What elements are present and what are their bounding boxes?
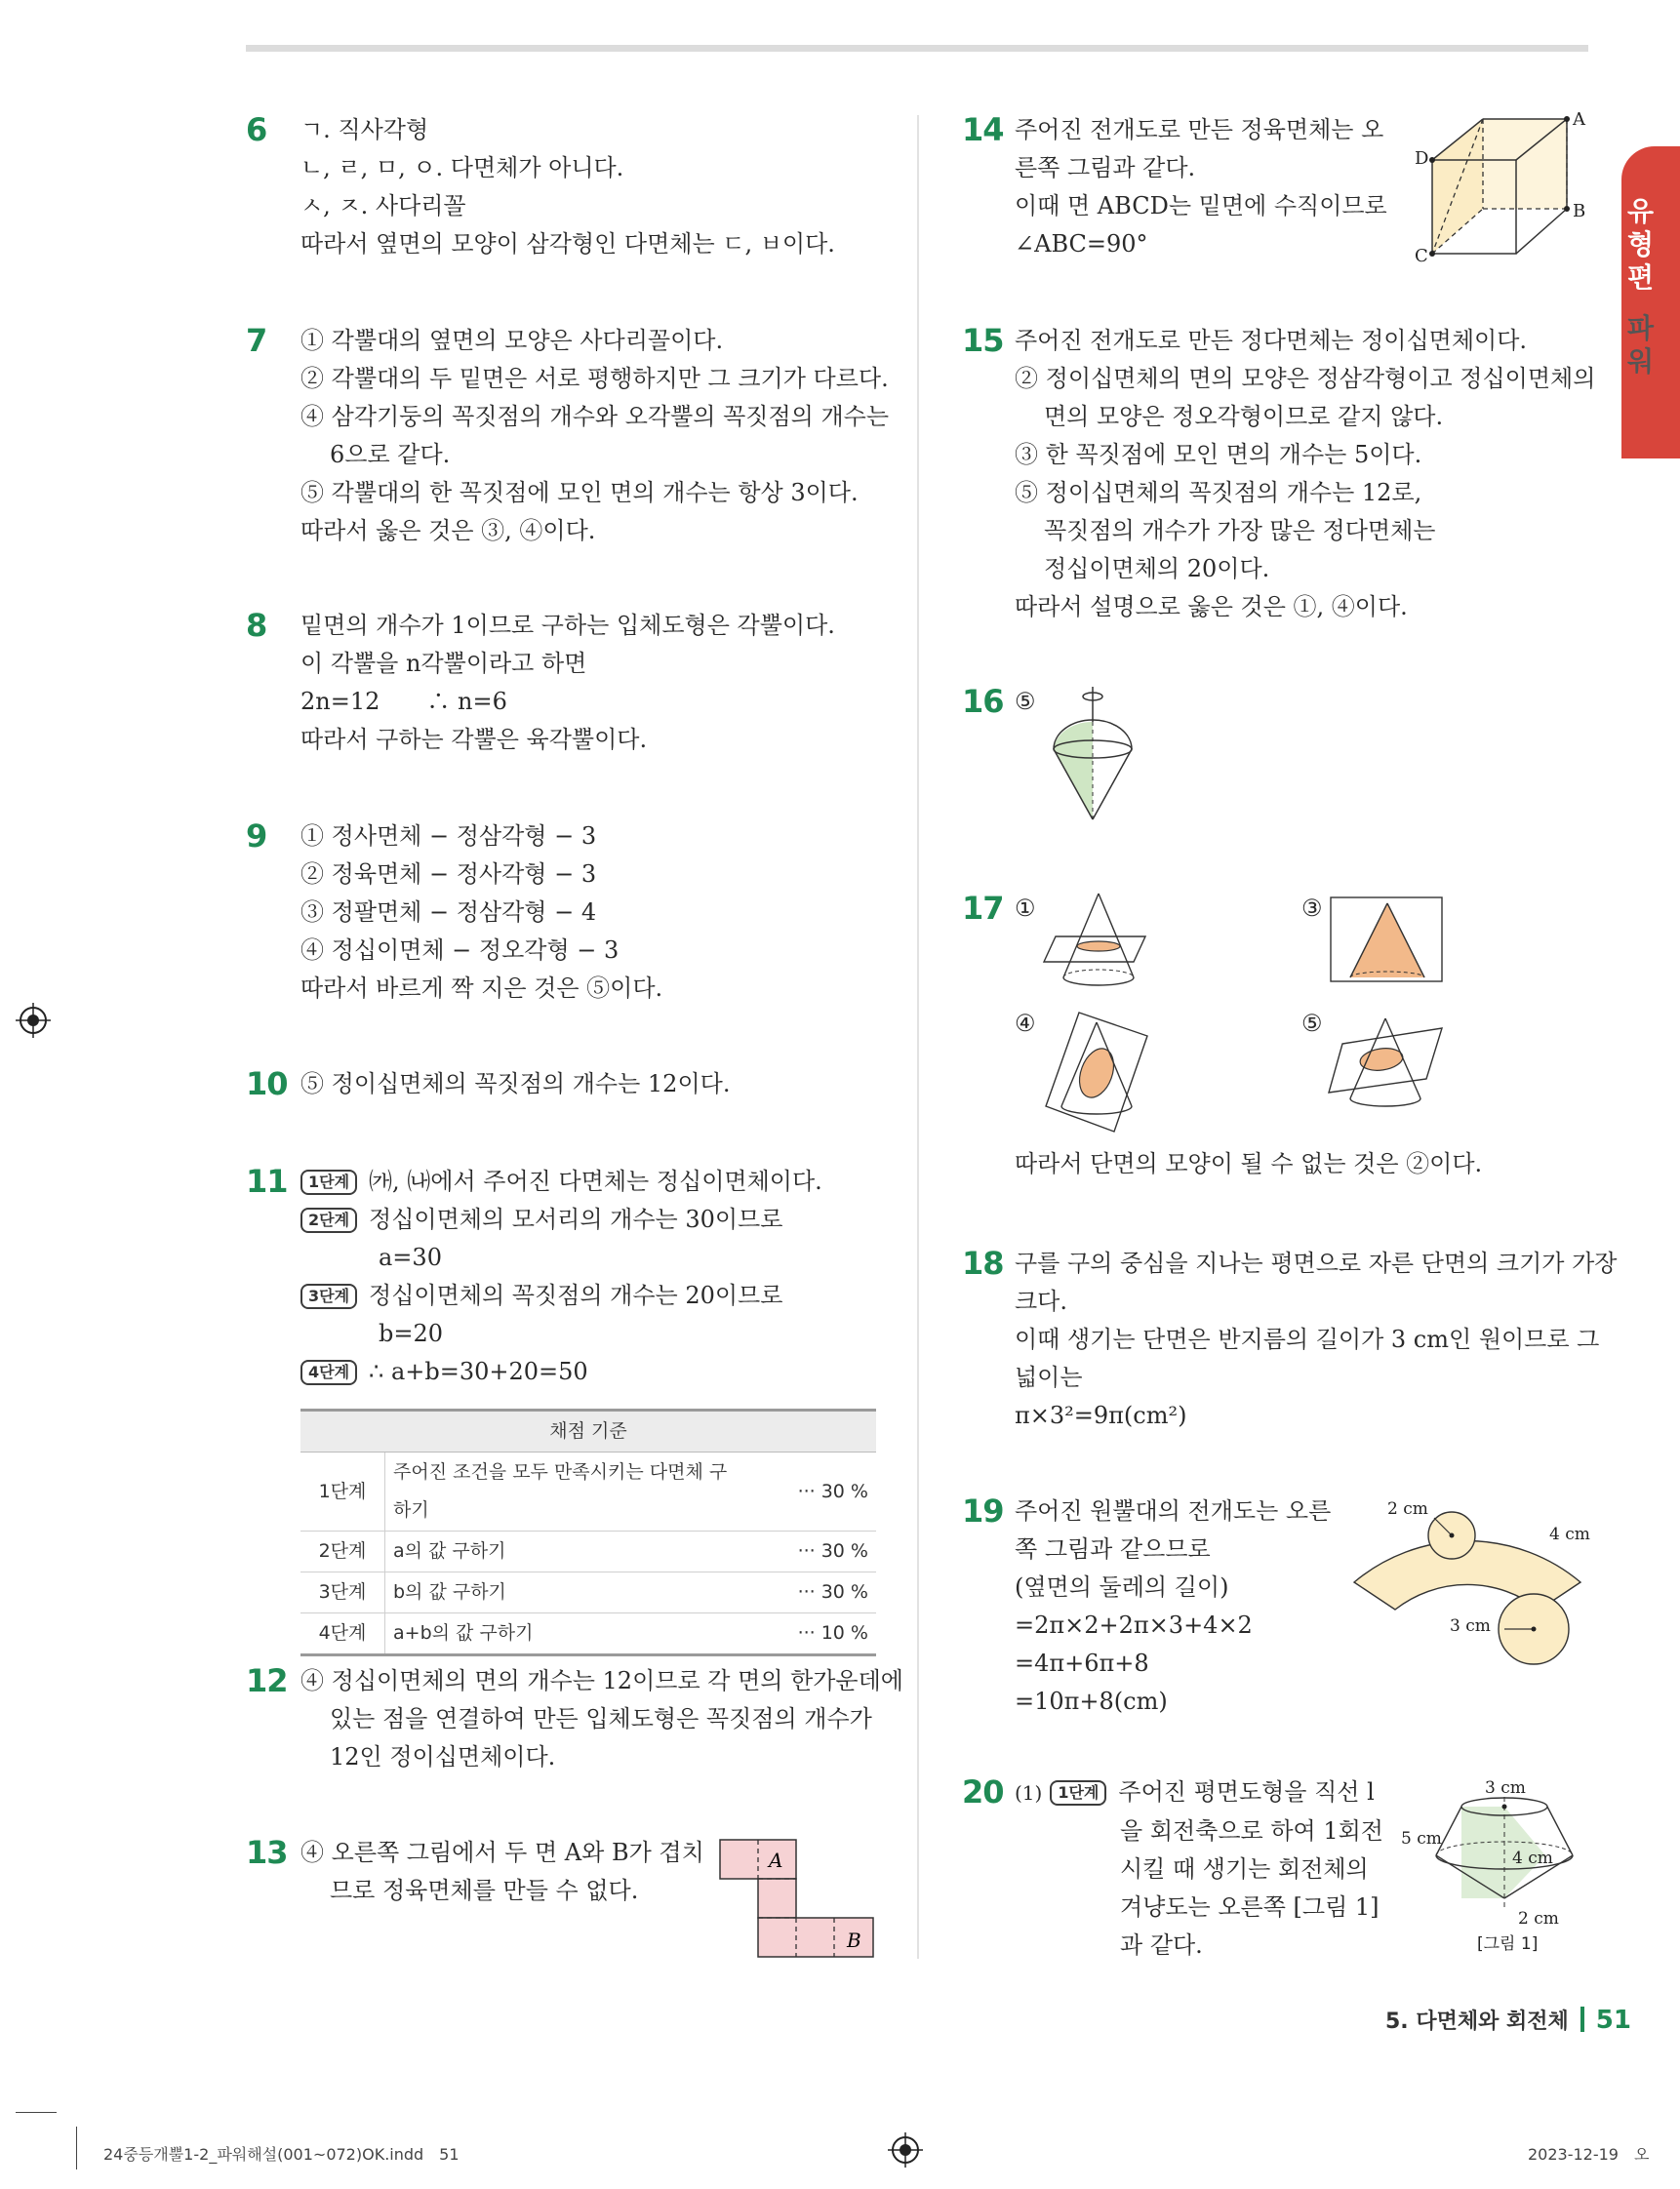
height-label: 4 cm	[1512, 1849, 1553, 1868]
figure-caption: [그림 1]	[1477, 1934, 1539, 1954]
problem-number: 11	[246, 1163, 288, 1200]
table-cell: ··· 10 %	[740, 1613, 876, 1655]
problem-number: 19	[962, 1492, 1004, 1530]
solution-text	[300, 1662, 903, 1776]
stage-badge: 2단계	[300, 1208, 357, 1233]
part-label: (1)	[1015, 1781, 1043, 1805]
top-radius-label: 3 cm	[1485, 1778, 1526, 1798]
table-cell: ··· 30 %	[740, 1572, 876, 1613]
line: ① 각뿔대의 옆면의 모양은 사다리꼴이다.	[300, 327, 724, 354]
page-number: 51	[1595, 2006, 1631, 2035]
frustum-net-figure	[1346, 1492, 1592, 1668]
registration-mark-icon	[14, 1001, 53, 1040]
cone-section-5	[1327, 1005, 1444, 1112]
answer-text	[1015, 683, 1036, 721]
line: ⑤ 각뿔대의 한 꼭짓점에 모인 면의 개수는 항상 3이다.	[300, 479, 859, 506]
line: 구를 구의 중심을 지나는 평면으로 자른 단면의 크기가 가장	[1015, 1250, 1618, 1277]
line: 밑면의 개수가 1이므로 구하는 입체도형은 각뿔이다.	[300, 612, 835, 639]
line: ① 정사면체 − 정삼각형 − 3	[300, 822, 597, 850]
line: 넓이는	[1015, 1364, 1083, 1391]
line: 이때 면 ABCD는 밑면에 수직이므로	[1015, 192, 1387, 219]
line: 이때 생기는 단면은 반지름의 길이가 3 cm인 원이므로 그	[1015, 1326, 1600, 1353]
line: b=20	[379, 1320, 444, 1347]
line: ② 각뿔대의 두 밑면은 서로 평행하지만 그 크기가 다르다.	[300, 365, 889, 392]
table-row	[300, 1453, 876, 1532]
line: 정십이면체의 20이다.	[1044, 555, 1270, 582]
line: 따라서 구하는 각뿔은 육각뿔이다.	[300, 726, 648, 753]
stage-badge: 1단계	[300, 1170, 357, 1195]
line: 6으로 같다.	[330, 441, 451, 468]
line: ③ 정팔면체 − 정삼각형 − 4	[300, 898, 597, 926]
cone-section-4	[1040, 1009, 1153, 1134]
solution-text	[300, 322, 889, 550]
vertex-label-a: A	[1573, 109, 1585, 130]
solution-text	[300, 607, 835, 759]
problem-number: 14	[962, 111, 1004, 148]
stage-badge: 1단계	[1050, 1780, 1106, 1806]
top-rule	[246, 45, 1588, 52]
cube-net-figure	[718, 1838, 876, 1959]
table-row	[300, 1532, 876, 1572]
problem-number: 10	[246, 1065, 288, 1102]
line: 따라서 단면의 모양이 될 수 없는 것은 ②이다.	[1015, 1150, 1483, 1177]
column-divider	[917, 115, 919, 1959]
line: 정십이면체의 꼭짓점의 개수는 20이므로	[369, 1282, 783, 1309]
face-label-b: B	[847, 1929, 861, 1952]
line: 있는 점을 연결하여 만든 입체도형은 꼭짓점의 개수가	[330, 1705, 872, 1732]
line: 쪽 그림과 같으므로	[1015, 1535, 1211, 1563]
table-cell: ··· 30 %	[740, 1453, 876, 1532]
line: 시킬 때 생기는 회전체의	[1120, 1855, 1369, 1883]
table-cell: 3단계	[300, 1572, 385, 1613]
line: 따라서 바르게 짝 지은 것은 ⑤이다.	[300, 975, 663, 1002]
solution-text	[300, 817, 662, 1008]
solution-text	[300, 1834, 704, 1910]
line: ㄴ, ㄹ, ㅁ, ㅇ. 다면체가 아니다.	[300, 154, 624, 181]
solution-text	[300, 1065, 730, 1103]
table-cell: a의 값 구하기	[385, 1532, 741, 1572]
table-cell: 4단계	[300, 1613, 385, 1655]
line: =4π+6π+8	[1015, 1650, 1149, 1677]
line: 주어진 전개도로 만든 정다면체는 정이십면체이다.	[1015, 327, 1528, 354]
choice-5: ⑤	[1301, 1010, 1323, 1037]
vertex-label-c: C	[1415, 246, 1428, 266]
solution-text	[1015, 1773, 1383, 1965]
section-tab	[1621, 146, 1680, 458]
line: ② 정이십면체의 면의 모양은 정삼각형이고 정십이면체의	[1015, 365, 1596, 392]
line: 주어진 원뿔대의 전개도는 오른	[1015, 1497, 1332, 1525]
problem-number: 18	[962, 1245, 1004, 1282]
line: 른쪽 그림과 같다.	[1015, 154, 1196, 181]
answer: ⑤	[1015, 688, 1036, 715]
cone-section-3	[1329, 896, 1444, 983]
chapter-title: 5. 다면체와 회전체	[1385, 2010, 1569, 2034]
line: ㈎, ㈏에서 주어진 다면체는 정십이면체이다.	[369, 1168, 822, 1195]
problem-number: 9	[246, 817, 267, 855]
line: 정십이면체의 모서리의 개수는 30이므로	[369, 1206, 783, 1233]
solution-text	[1015, 1245, 1617, 1435]
side-label: 5 cm	[1401, 1829, 1442, 1849]
choice-label	[1301, 1005, 1323, 1043]
line: 과 같다.	[1120, 1931, 1203, 1959]
line: ④ 정십이면체의 면의 개수는 12이므로 각 면의 한가운데에	[300, 1667, 903, 1694]
radius-label-large: 3 cm	[1450, 1616, 1491, 1636]
problem-number: 7	[246, 322, 267, 359]
line: ∠ABC=90°	[1015, 230, 1148, 258]
line: 겨냥도는 오른쪽 [그림 1]	[1120, 1893, 1380, 1921]
line: a=30	[379, 1244, 442, 1271]
table-cell: 주어진 조건을 모두 만족시키는 다면체 구하기	[385, 1453, 741, 1532]
problem-number: 17	[962, 890, 1004, 927]
registration-mark-icon	[886, 2130, 925, 2169]
solution-text	[300, 1163, 876, 1656]
stage-badge: 3단계	[300, 1284, 357, 1309]
line: ㅅ, ㅈ. 사다리꼴	[300, 192, 466, 219]
line: =10π+8(cm)	[1015, 1688, 1168, 1715]
scoring-table	[300, 1409, 876, 1656]
vertex-label-d: D	[1415, 148, 1429, 169]
line: ⑤ 정이십면체의 꼭짓점의 개수는 12이다.	[300, 1070, 731, 1097]
problem-number: 20	[962, 1773, 1004, 1811]
line: =2π×2+2π×3+4×2	[1015, 1612, 1253, 1639]
line: 꼭짓점의 개수가 가장 많은 정다면체는	[1044, 517, 1436, 544]
line: ④ 정십이면체 − 정오각형 − 3	[300, 936, 620, 964]
solution-text	[300, 111, 835, 263]
table-cell: ··· 30 %	[740, 1532, 876, 1572]
line: 2n=12 ∴ n=6	[300, 688, 507, 715]
problem-number: 12	[246, 1662, 288, 1699]
line: ∴ a+b=30+20=50	[369, 1358, 588, 1385]
table-row	[300, 1572, 876, 1613]
slug-date: 2023-12-19 오	[1528, 2145, 1650, 2164]
radius-label-small: 2 cm	[1387, 1499, 1428, 1519]
table-cell: a+b의 값 구하기	[385, 1613, 741, 1655]
crop-mark	[76, 2127, 77, 2169]
table-cell: 2단계	[300, 1532, 385, 1572]
table-cell: b의 값 구하기	[385, 1572, 741, 1613]
solution-text	[1015, 1492, 1331, 1721]
line: 따라서 옳은 것은 ③, ④이다.	[300, 517, 596, 544]
section-tab-label: 유형편	[1627, 195, 1655, 294]
line: 을 회전축으로 하여 1회전	[1120, 1817, 1383, 1845]
table-row	[300, 1613, 876, 1655]
scoring-table-title: 채점 기준	[300, 1411, 876, 1453]
slug-filename: 24중등개뿔1-2_파워해설(001~072)OK.indd 51	[103, 2145, 460, 2164]
choice-1: ①	[1015, 895, 1036, 922]
solution-text	[1015, 322, 1595, 626]
line: 면의 모양은 정오각형이므로 같지 않다.	[1044, 403, 1444, 430]
problem-number: 15	[962, 322, 1004, 359]
slant-label: 4 cm	[1549, 1525, 1590, 1544]
section-tab-sublabel: 파워	[1627, 312, 1655, 378]
choice-3: ③	[1301, 895, 1323, 922]
face-label-a: A	[769, 1849, 783, 1872]
line: ④ 오른쪽 그림에서 두 면 A와 B가 겹치	[300, 1839, 704, 1866]
stage-badge: 4단계	[300, 1360, 357, 1385]
problem-number: 13	[246, 1834, 288, 1871]
problem-number: 16	[962, 683, 1004, 720]
line: ③ 한 꼭짓점에 모인 면의 개수는 5이다.	[1015, 441, 1422, 468]
cube-figure	[1415, 109, 1590, 265]
line: ④ 삼각기둥의 꼭짓점의 개수와 오각뿔의 꼭짓점의 개수는	[300, 403, 890, 430]
choice-label	[1015, 890, 1036, 928]
cone-section-1	[1044, 884, 1153, 989]
line: ⑤ 정이십면체의 꼭짓점의 개수는 12로,	[1015, 479, 1422, 506]
table-cell: 1단계	[300, 1453, 385, 1532]
page-footer	[1385, 2005, 1631, 2035]
bottom-label: 2 cm	[1518, 1909, 1559, 1929]
problem-number: 8	[246, 607, 267, 644]
crop-mark	[16, 2112, 57, 2113]
vertex-label-b: B	[1573, 201, 1586, 221]
line: π×3²=9π(cm²)	[1015, 1402, 1187, 1429]
line: 따라서 옆면의 모양이 삼각형인 다면체는 ㄷ, ㅂ이다.	[300, 230, 835, 258]
line: (옆면의 둘레의 길이)	[1015, 1573, 1229, 1601]
line: 므로 정육면체를 만들 수 없다.	[330, 1877, 639, 1904]
line: ㄱ. 직사각형	[300, 116, 429, 143]
solution-text	[1015, 111, 1387, 263]
line: 주어진 평면도형을 직선 l	[1118, 1778, 1375, 1806]
solution-text	[1015, 1145, 1482, 1183]
line: 주어진 전개도로 만든 정육면체는 오	[1015, 116, 1384, 143]
choice-4: ④	[1015, 1010, 1036, 1037]
line: ② 정육면체 − 정사각형 − 3	[300, 860, 597, 888]
choice-label	[1301, 890, 1323, 928]
line: 크다.	[1015, 1288, 1067, 1315]
rotation-figure-1	[1395, 1775, 1610, 1955]
line: 12인 정이십면체이다.	[330, 1743, 556, 1771]
line: 따라서 설명으로 옳은 것은 ①, ④이다.	[1015, 593, 1408, 620]
problem-number: 6	[246, 111, 267, 148]
choice-label	[1015, 1005, 1036, 1043]
rotation-solid-figure	[1034, 685, 1151, 823]
line: 이 각뿔을 n각뿔이라고 하면	[300, 650, 587, 677]
